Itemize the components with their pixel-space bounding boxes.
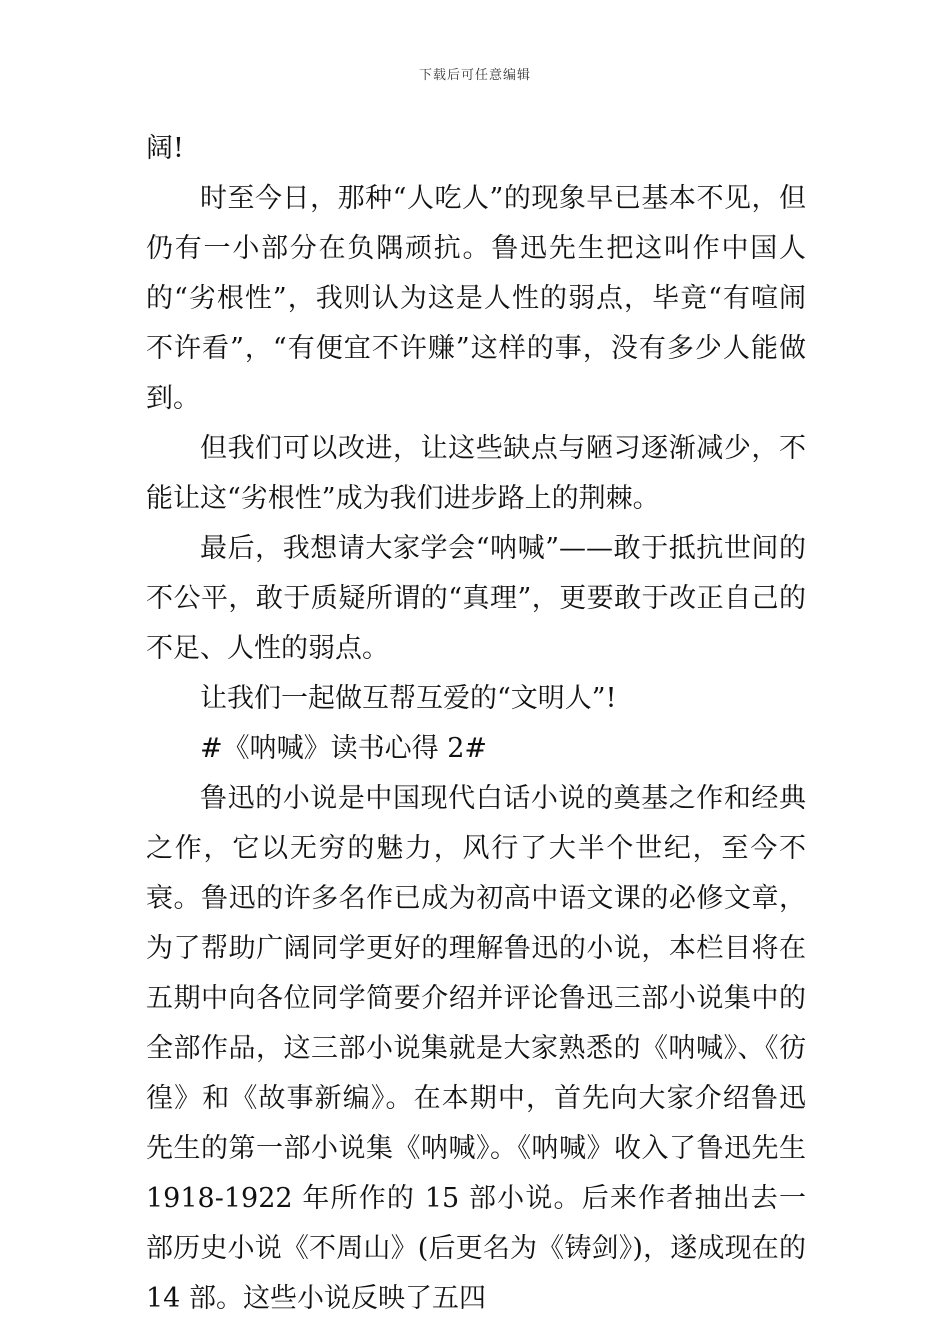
paragraph-4: 最后，我想请大家学会“呐喊”——敢于抵抗世间的不公平，敢于质疑所谓的“真理”，更要敢于改正自己的不足、人性的弱点。 [146,533,806,664]
paragraph-3: 但我们可以改进，让这些缺点与陋习逐渐减少，不能让这“劣根性”成为我们进步路上的荆棘。 [146,433,806,514]
page-header: 下载后可任意编辑 [418,68,531,83]
paragraph-7: 鲁迅的小说是中国现代白话小说的奠基之作和经典之作，它以无穷的魅力，风行了大半个世纪，至今不衰。鲁迅的许多名作已成为初高中语文课的必修文章，为了帮助广阔同学更好的理解鲁迅的小说，本栏目将在五期中向各位同学简要介绍并评论鲁迅三部小说集中的全部作品，这三部小说集就是大家熟悉的《呐喊》、《彷徨》和《故事新编》。在本期中，首先向大家介绍鲁迅先生的第一部小说集《呐喊》。《呐喊》收入了鲁迅先生 1918-1922 年所作的 15 部小说。后来作者抽出去一部历史小说《不周山》(后更名为《铸剑》)，遂成现在的 14 部。这些小说反映了五四 [146,783,806,1314]
paragraph-2: 时至今日，那种“人吃人”的现象早已基本不见，但仍有一小部分在负隅顽抗。鲁迅先生把这叫作中国人的“劣根性”，我则认为这是人性的弱点，毕竟“有喧闹不许看”，“有便宜不许赚”这样的事，没有多少人能做到。 [146,183,806,414]
paragraph-1: 阔! [146,133,184,164]
document-body [146,124,806,1324]
section-heading: #《呐喊》读书心得 2# [200,733,488,764]
paragraph-5: 让我们一起做互帮互爱的“文明人”! [200,683,617,714]
